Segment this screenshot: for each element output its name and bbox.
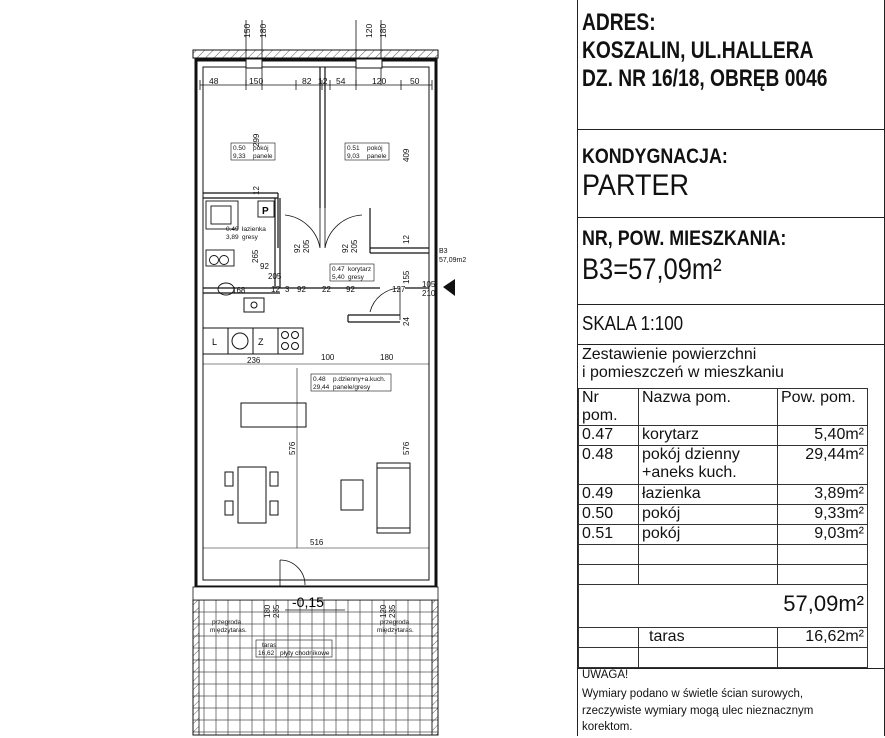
rooms-table-header: [579, 389, 868, 426]
storey-label: KONDYGNACJA:: [582, 145, 728, 168]
row-nr: 0.51: [579, 525, 639, 545]
terrace-area: 16,62m²: [778, 628, 868, 648]
row-area: 3,89m²: [778, 485, 868, 505]
row-nr: 0.48: [579, 446, 639, 485]
dim-576a: 576: [288, 441, 297, 455]
header-area: Pow. pom.: [778, 389, 868, 426]
dim-92a: 92: [293, 244, 302, 253]
dim-24: 24: [402, 317, 411, 326]
kitchen-z: Z: [258, 337, 264, 347]
storey-section: [578, 131, 884, 218]
storey-value: PARTER: [582, 169, 690, 202]
room050-area: 9,33: [233, 153, 246, 160]
dim-top-120: 120: [364, 23, 374, 38]
dim-54: 54: [336, 76, 346, 86]
room047-name: korytarz: [348, 266, 372, 273]
row-area: 9,33m²: [778, 505, 868, 525]
room050-finish: panele: [253, 153, 273, 160]
room049-area: 3,89: [226, 234, 239, 241]
level-marker: -0,15: [292, 594, 324, 610]
dim-top-180b: 180: [378, 23, 388, 38]
table-row: [579, 485, 868, 505]
scale-section: [578, 306, 884, 345]
row-nr: 0.47: [579, 426, 639, 446]
summary-title-line2: i pomieszczeń w mieszkaniu: [582, 364, 784, 381]
dim-576b: 576: [402, 441, 411, 455]
dim-105: 105: [422, 280, 436, 289]
dim-210: 210: [422, 289, 436, 298]
address-street: KOSZALIN, UL.HALLERA: [582, 37, 814, 64]
note-line3: korektom.: [582, 721, 633, 733]
address-parcel: DZ. NR 16/18, OBRĘB 0046: [582, 65, 828, 92]
internal-walls: [203, 67, 429, 322]
room047-finish: gresy: [348, 274, 364, 281]
dim-180: 180: [380, 353, 394, 362]
parking-p-symbol: P: [262, 206, 269, 217]
dim-299: 299: [252, 133, 261, 147]
room048-nr: 0.48: [313, 376, 326, 383]
dim-12a: 12: [252, 186, 261, 195]
dim-48: 48: [209, 76, 219, 86]
dim-168: 168: [232, 286, 246, 295]
dim-120: 120: [372, 76, 387, 86]
entry-arrow-icon: [443, 279, 455, 296]
dim-82: 82: [302, 76, 312, 86]
dim-127: 127: [392, 285, 406, 294]
dim-155: 155: [402, 270, 411, 284]
row-nr: 0.50: [579, 505, 639, 525]
table-row-empty: [579, 648, 868, 668]
header-name: Nazwa pom.: [639, 389, 778, 426]
scale-label: SKALA 1:100: [582, 313, 684, 335]
dim-205b: 205: [350, 239, 359, 253]
living-furniture: [225, 403, 410, 533]
dim-205a: 205: [302, 239, 311, 253]
dim-12c: 12: [271, 285, 280, 294]
entry-area: 57,09m2: [439, 257, 467, 264]
table-row-empty: [579, 545, 868, 565]
address-section: [578, 0, 884, 130]
row-name: łazienka: [639, 485, 778, 505]
room047-nr: 0.47: [332, 266, 345, 273]
room048-finish: panele/gresy: [333, 384, 371, 391]
room048-area: 29,44: [313, 384, 330, 391]
row-area: 29,44m²: [778, 446, 868, 485]
row-name-line1: pokój dzienny: [642, 446, 740, 463]
dim-92d: 92: [297, 285, 306, 294]
note-title: UWAGA!: [582, 669, 629, 681]
dim-92c: 92: [260, 262, 269, 271]
table-row-empty: [579, 565, 868, 585]
dim-265: 265: [251, 249, 260, 263]
room048-name: p.dzienny+a.kuch.: [333, 376, 386, 383]
entry-label: B3: [439, 248, 448, 255]
upper-wall-strip: [193, 50, 438, 58]
terrace-name: taras: [639, 628, 778, 648]
room049-name: łazienka: [242, 226, 266, 233]
summary-title: [582, 346, 784, 382]
table-row: [579, 525, 868, 545]
door-swings: [280, 208, 400, 587]
dim-100: 100: [321, 353, 335, 362]
dim-50: 50: [410, 76, 420, 86]
room049-nr: 0.49: [226, 226, 239, 233]
dim-205c: 205: [268, 272, 282, 281]
dim-12: 12: [318, 76, 328, 86]
room051-name: pokój: [367, 145, 383, 152]
dim-top-180: 180: [258, 23, 268, 38]
dim-3: 3: [285, 285, 290, 294]
row-name: [639, 446, 778, 485]
row-name-line2: +aneks kuch.: [642, 464, 737, 481]
room049-finish: gresy: [242, 234, 258, 241]
dim-22: 22: [322, 285, 331, 294]
dim-92e: 92: [346, 285, 355, 294]
row-name: korytarz: [639, 426, 778, 446]
rooms-table: [578, 388, 868, 668]
outer-walls: [196, 60, 436, 587]
table-row: [579, 426, 868, 446]
apartment-section: [578, 219, 884, 305]
dim-150: 150: [249, 76, 264, 86]
terrace-row: [579, 628, 868, 648]
dim-92b: 92: [341, 244, 350, 253]
total-area: 57,09m²: [579, 585, 868, 628]
row-name: pokój: [639, 505, 778, 525]
kitchen-counter: [203, 298, 303, 354]
room051-area: 9,03: [347, 153, 360, 160]
row-area: 5,40m²: [778, 426, 868, 446]
dim-516: 516: [310, 538, 324, 547]
room050-nr: 0.50: [233, 145, 246, 152]
apartment-value: B3=57,09m²: [582, 253, 722, 286]
table-row: [579, 446, 868, 485]
room047-area: 5,40: [332, 274, 345, 281]
apartment-label: NR, POW. MIESZKANIA:: [582, 227, 787, 250]
dim-236: 236: [247, 356, 261, 365]
info-panel: [577, 0, 885, 736]
room051-nr: 0.51: [347, 145, 360, 152]
dim-top-150: 150: [242, 23, 252, 38]
total-row: [579, 585, 868, 628]
table-row: [579, 505, 868, 525]
row-area: 9,03m²: [778, 525, 868, 545]
room050-name: pokój: [253, 145, 269, 152]
dim-409: 409: [402, 148, 411, 162]
note-line1: Wymiary podano w świetle ścian surowych,: [582, 688, 804, 700]
room051-finish: panele: [367, 153, 387, 160]
address-header: ADRES:: [582, 9, 656, 36]
note-line2: rzeczywiste wymiary mogą ulec nieznacznym: [582, 705, 814, 717]
summary-title-line1: Zestawienie powierzchni: [582, 346, 757, 363]
header-nr: Nr pom.: [579, 389, 639, 426]
row-name: pokój: [639, 525, 778, 545]
dim-12b: 12: [402, 235, 411, 244]
row-nr: 0.49: [579, 485, 639, 505]
kitchen-l: L: [212, 337, 218, 347]
